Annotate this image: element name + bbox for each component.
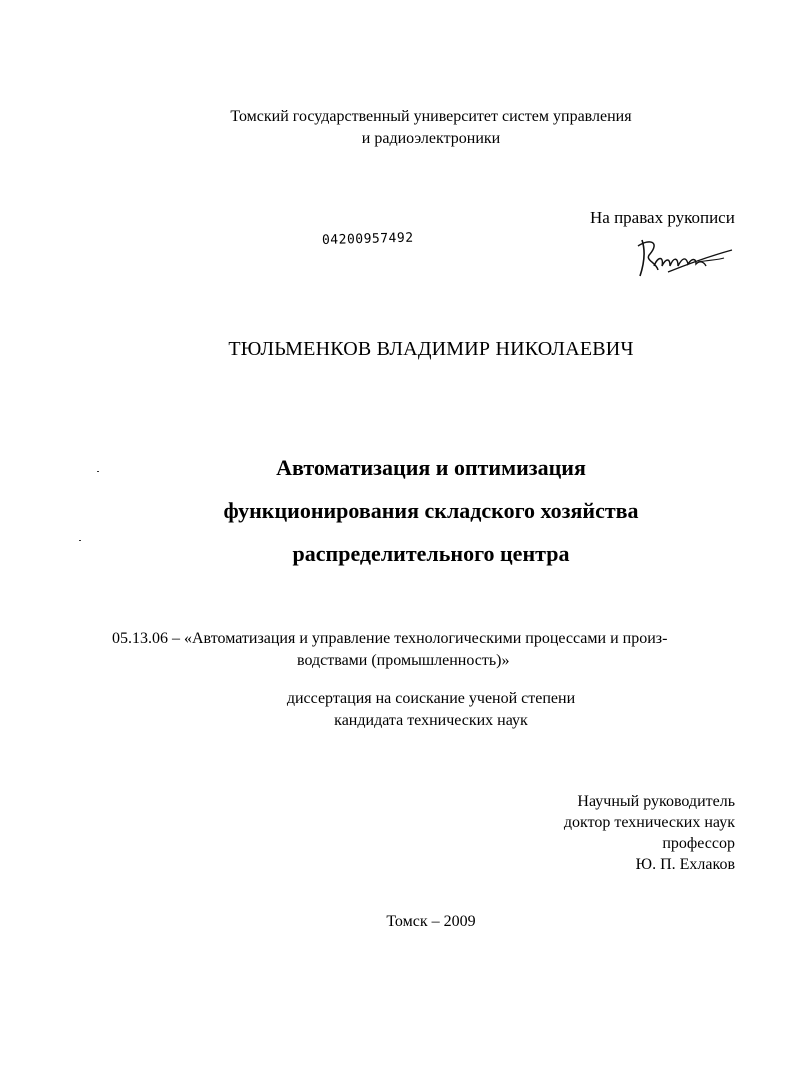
thesis-title-line-3: распределительного центра [292,541,570,566]
university-line-1: Томский государственный университет систем управления [230,108,632,125]
thesis-title [0,446,793,575]
advisor-title: профессор [662,835,735,852]
degree-line-2: кандидата технических наук [334,712,528,729]
scientific-advisor [460,791,735,875]
manuscript-rights-note: На правах рукописи [590,208,735,227]
specialty-line-1: 05.13.06 – «Автоматизация и управление технологическими процессами и произ- [112,630,668,647]
advisor-degree: доктор технических наук [563,814,735,831]
university-name [0,106,793,150]
degree-line-1: диссертация на соискание ученой степени [286,690,576,707]
specialty-code [112,628,752,672]
author-name: ТЮЛЬМЕНКОВ ВЛАДИМИР НИКОЛАЕВИЧ [228,338,634,360]
author-signature [628,232,738,282]
thesis-title-line-1: Автоматизация и оптимизация [276,455,586,480]
advisor-name: Ю. П. Ехлаков [635,856,735,873]
degree-statement [0,688,793,732]
thesis-title-line-2: функционирования складского хозяйства [223,498,639,523]
registration-number-stamp: 04200957492 [321,230,414,248]
advisor-role: Научный руководитель [577,793,735,810]
specialty-line-2: водствами (промышленность)» [297,652,510,669]
city-year: Томск – 2009 [386,913,476,930]
university-line-2: и радиоэлектроники [361,130,501,147]
